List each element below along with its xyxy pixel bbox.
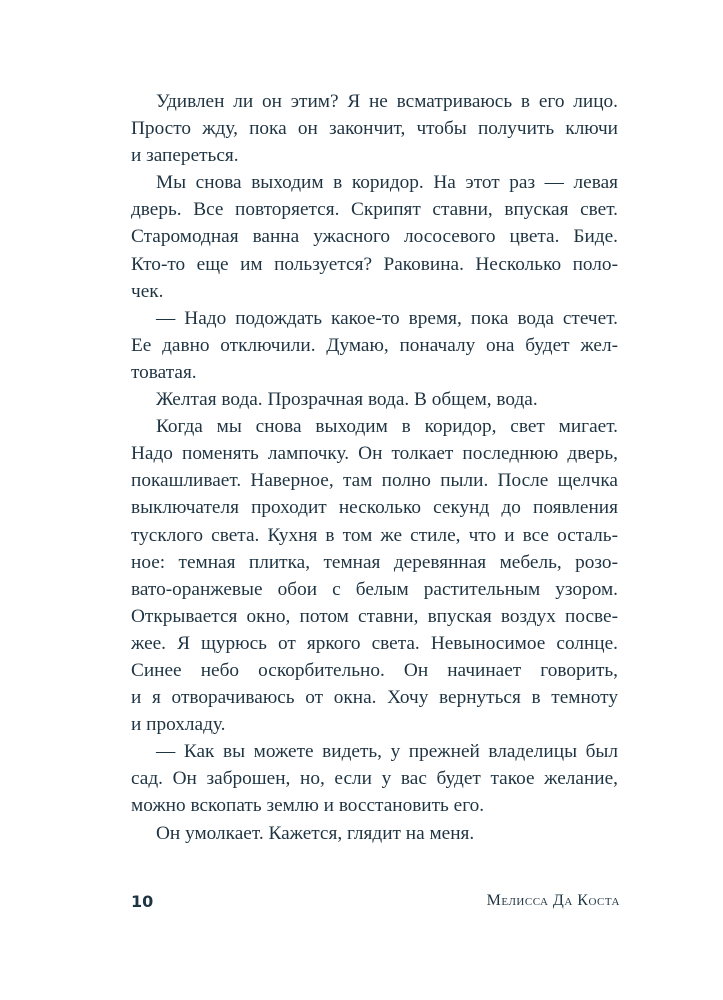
text-line: можно вскопать землю и восстановить его. <box>131 795 485 817</box>
text-line: товатая. <box>131 361 197 383</box>
page-footer <box>131 890 620 912</box>
text-line: и запереться. <box>131 145 239 167</box>
text-line: Старомодная ванна ужасного лососевого цвета. Биде. <box>131 226 618 248</box>
text-line: Надо поменять лампочку. Он толкает последнюю дверь, <box>131 443 618 465</box>
text-line: Мы снова выходим в коридор. На этот раз — левая <box>156 172 618 194</box>
text-line: Синее небо оскорбительно. Он начинает говорить, <box>131 659 618 681</box>
text-line: Кто-то еще им пользуется? Раковина. Несколько поло- <box>131 253 618 275</box>
page-number: 10 <box>131 891 154 911</box>
text-line: Ее давно отключили. Думаю, поначалу она будет жел- <box>131 334 618 356</box>
text-line: покашливает. Наверное, там полно пыли. После щелчка <box>131 470 618 492</box>
text-line: Удивлен ли он этим? Я не всматриваюсь в его лицо. <box>156 91 618 112</box>
text-line: чек. <box>131 280 164 302</box>
text-line: — Надо подождать какое-то время, пока вода стечет. <box>156 307 618 329</box>
text-line: сад. Он заброшен, но, если у вас будет такое желание, <box>131 768 618 790</box>
text-line: и я отворачиваюсь от окна. Хочу вернуться в темноту <box>131 687 618 709</box>
text-line: тусклого света. Кухня в том же стиле, что и все осталь- <box>131 524 618 546</box>
text-line: жее. Я щурюсь от яркого света. Невыносимое солнце. <box>131 632 618 654</box>
text-line: Когда мы снова выходим в коридор, свет мигает. <box>156 416 618 438</box>
text-line: ное: темная плитка, темная деревянная мебель, розо- <box>131 551 618 573</box>
text-line: и прохладу. <box>131 714 226 736</box>
text-line: Открывается окно, потом ставни, впуская воздух посве- <box>131 605 618 627</box>
text-line: Он умолкает. Кажется, глядит на меня. <box>156 822 475 844</box>
text-line: Желтая вода. Прозрачная вода. В общем, вода. <box>156 389 538 411</box>
running-footer-author: Мелисса Да Коста <box>486 892 620 909</box>
text-line: — Как вы можете видеть, у прежней владелицы был <box>156 741 618 763</box>
text-line: вато-оранжевые обои с белым растительным узором. <box>131 578 618 600</box>
body-text <box>131 88 618 847</box>
text-line: выключателя проходит несколько секунд до появления <box>131 497 618 519</box>
text-line: дверь. Все повторяется. Скрипят ставни, впуская свет. <box>131 199 618 221</box>
text-line: Просто жду, пока он закончит, чтобы получить ключи <box>131 118 618 140</box>
